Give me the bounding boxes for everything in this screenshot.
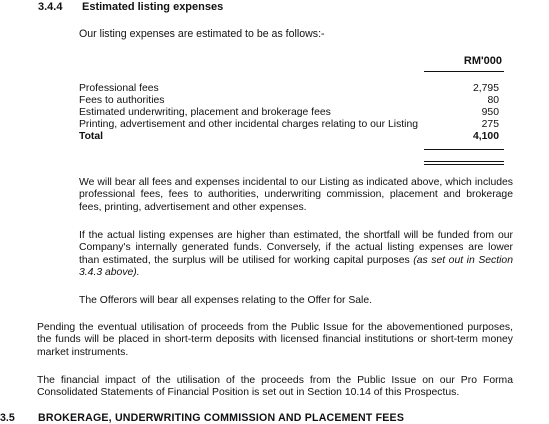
total-double-rule-upper — [424, 161, 504, 162]
total-label: Total — [79, 131, 104, 142]
section-title: Estimated listing expenses — [82, 1, 224, 13]
total-row — [79, 131, 503, 143]
paragraph-shortfall-text: If the actual listing expenses are higher than estimated, the shortfall will be funded from our Company's internally generated funds. Conversely, if the actual listing expenses are lower than estimated, the surplus will be utilised for working capital purposes — [79, 230, 513, 266]
next-section-number: 3.5 — [0, 412, 15, 424]
paragraph-pending: Pending the eventual utilisation of proceeds from the Public Issue for the abovementioned purposes, the funds will be placed in short-term deposits with licensed financial institutions or short-term money market instruments. — [37, 322, 513, 358]
paragraph-offerors: The Offerors will bear all expenses relating to the Offer for Sale. — [79, 295, 373, 306]
unit-header: RM'000 — [463, 55, 502, 67]
row-label: Printing, advertisement and other incidental charges relating to our Listing — [79, 119, 419, 130]
total-value: 4,100 — [472, 131, 499, 142]
row-value: 80 — [487, 95, 499, 106]
row-label: Fees to authorities — [79, 95, 165, 106]
paragraph-shortfall-reference: (as set out in Section 3.4.3 above). — [79, 254, 513, 278]
table-row — [79, 119, 503, 131]
table-row — [79, 95, 503, 107]
section-intro: Our listing expenses are estimated to be as follows:- — [79, 28, 325, 40]
row-label: Professional fees — [79, 83, 159, 94]
expenses-table — [79, 83, 503, 143]
row-value: 275 — [481, 119, 499, 130]
paragraph-fees: We will bear all fees and expenses incidental to our Listing as indicated above, which includes professional fees, fees to authorities, underwriting commission, placement and brokerage fees, printing, advertisement and other expenses. — [79, 177, 513, 213]
header-rule — [424, 71, 504, 72]
paragraph-financial-impact: The financial impact of the utilisation of the proceeds from the Public Issue on our Pro Forma Consolidated Statements of Financial Position is set out in Section 10.14 of this Prospectus. — [37, 375, 513, 399]
paragraph-shortfall — [79, 230, 513, 279]
total-top-rule — [424, 149, 504, 150]
row-label: Estimated underwriting, placement and brokerage fees — [79, 107, 331, 118]
total-double-rule-lower — [424, 164, 504, 165]
table-row — [79, 83, 503, 95]
table-row — [79, 107, 503, 119]
row-value: 2,795 — [472, 83, 499, 94]
next-section-title: BROKERAGE, UNDERWRITING COMMISSION AND PLACEMENT FEES — [38, 412, 405, 424]
row-value: 950 — [481, 107, 499, 118]
section-number: 3.4.4 — [38, 1, 63, 13]
